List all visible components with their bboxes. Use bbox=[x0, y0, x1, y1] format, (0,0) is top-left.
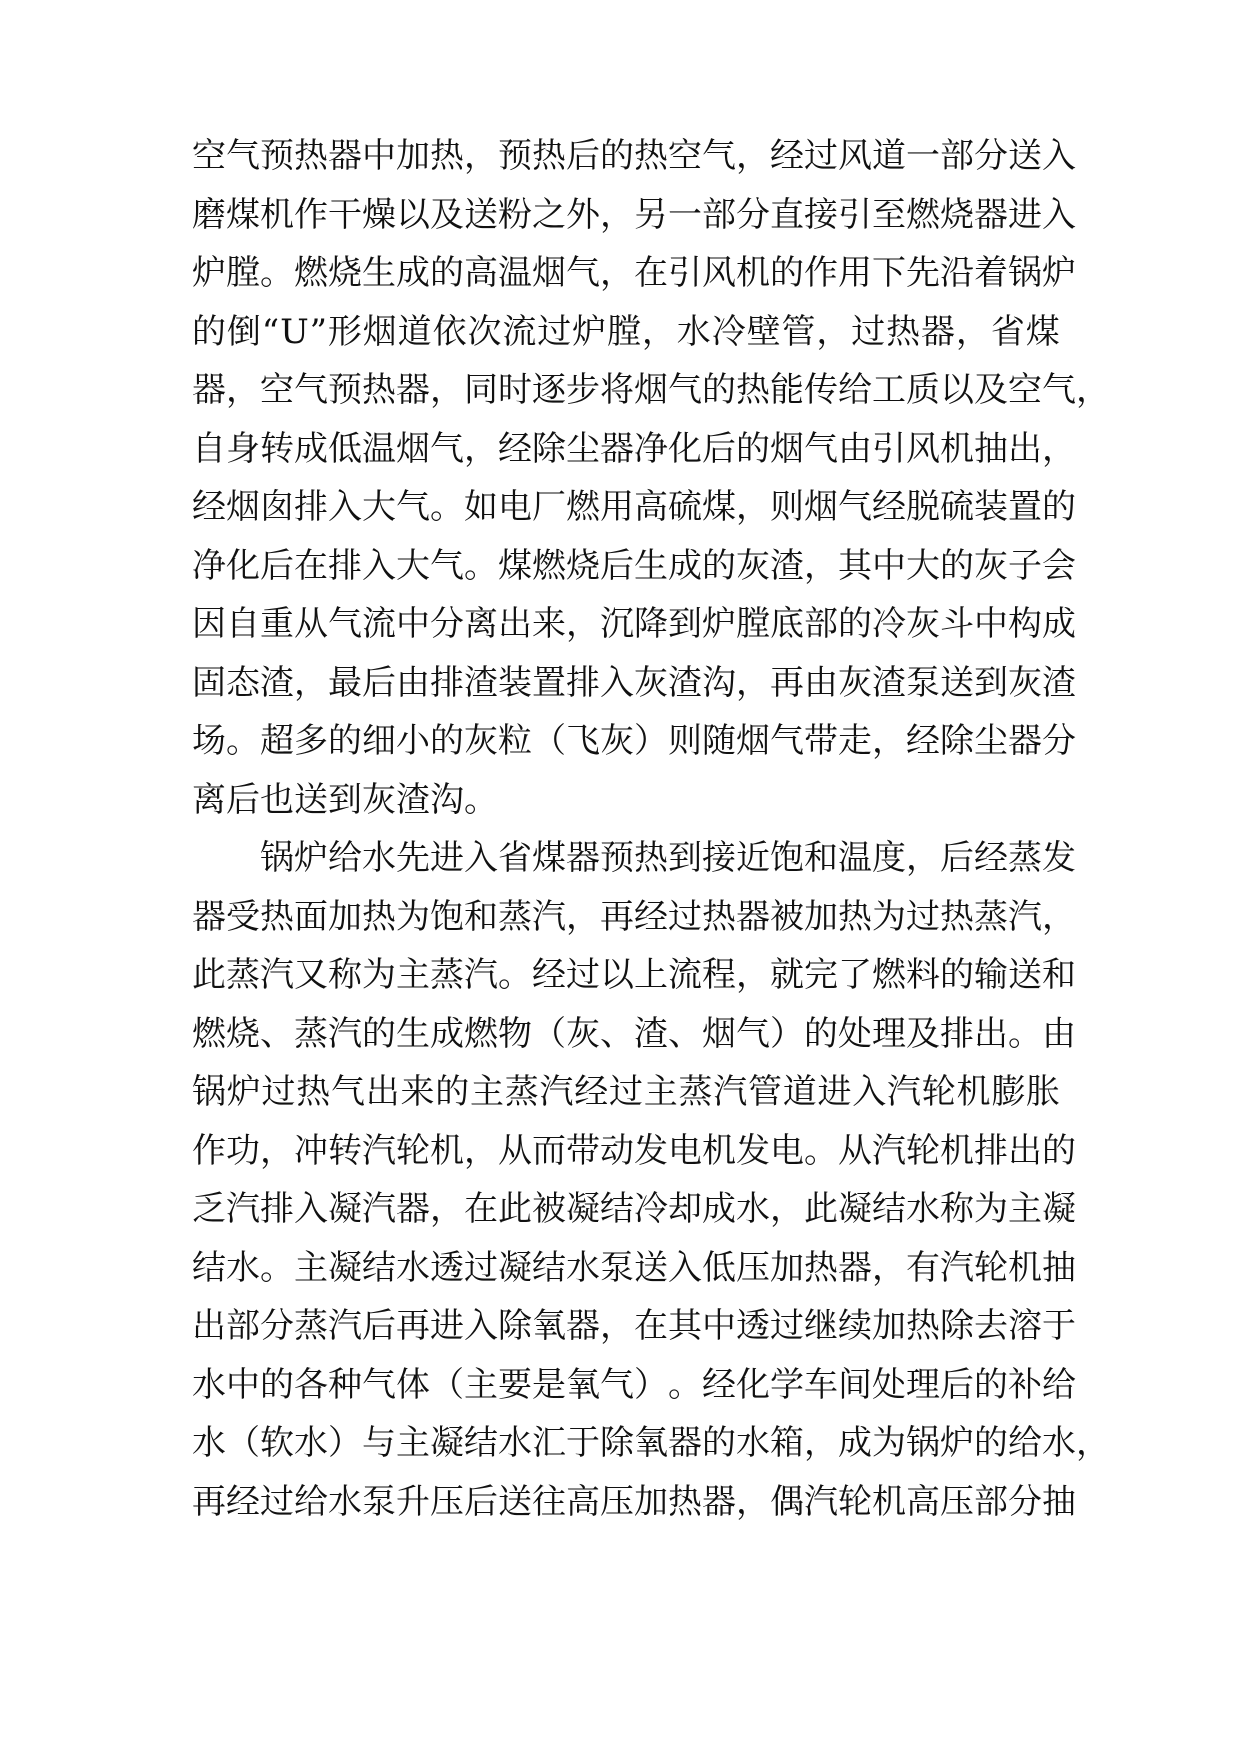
text-line: 自 身 转 成 低 温 烟 气 ， 经 除 尘 器 净 化 后 的 烟 气 由 引 风 机 抽 出 ， bbox=[192, 428, 1076, 469]
text-line: 再 经 过 给 水 泵 升 压 后 送 往 高 压 加 热 器 ， 偶 汽 轮 机 高 压 部 分 抽 bbox=[192, 1481, 1076, 1522]
text-line: 离 后 也 送 到 灰 渣 沟 。 bbox=[192, 779, 498, 820]
text-line: 此 蒸 汽 又 称 为 主 蒸 汽 。 经 过 以 上 流 程 ， 就 完 了 燃 料 的 输 送 和 bbox=[192, 955, 1076, 995]
text-line: 炉 膛 。 燃 烧 生 成 的 高 温 烟 气 ， 在 引 风 机 的 作 用 下 先 沿 着 锅 炉 bbox=[192, 253, 1076, 293]
text-line: 锅 炉 给 水 先 进 入 省 煤 器 预 热 到 接 近 饱 和 温 度 ， 后 经 蒸 发 bbox=[260, 838, 1076, 878]
text-line: 空 气 预 热 器 中 加 热 ， 预 热 后 的 热 空 气 ， 经 过 风 道 一 部 分 送 入 bbox=[192, 136, 1076, 176]
text-line: 的 倒 “ U ” 形 烟 道 依 次 流 过 炉 膛 ， 水 冷 壁 管 ， 过 热 器 ， 省 煤 bbox=[192, 311, 1060, 352]
text-line: 水 中 的 各 种 气 体 （ 主 要 是 氧 气 ） 。 经 化 学 车 间 处 理 后 的 补 给 bbox=[192, 1364, 1076, 1405]
text-line: 燃 烧 、 蒸 汽 的 生 成 燃 物 （ 灰 、 渣 、 烟 气 ） 的 处 理 及 排 出 。 由 bbox=[192, 1013, 1076, 1054]
text-line: 出 部 分 蒸 汽 后 再 进 入 除 氧 器 ， 在 其 中 透 过 继 续 加 热 除 去 溶 于 bbox=[192, 1306, 1076, 1346]
text-line: 器 ， 空 气 预 热 器 ， 同 时 逐 步 将 烟 气 的 热 能 传 给 工 质 以 及 空 气 ， bbox=[192, 370, 1110, 410]
text-line: 净 化 后 在 排 入 大 气 。 煤 燃 烧 后 生 成 的 灰 渣 ， 其 中 大 的 灰 子 会 bbox=[192, 545, 1076, 586]
body-text bbox=[192, 127, 1110, 1531]
text-line: 因 自 重 从 气 流 中 分 离 出 来 ， 沉 降 到 炉 膛 底 部 的 冷 灰 斗 中 构 成 bbox=[192, 604, 1076, 644]
text-line: 锅 炉 过 热 气 出 来 的 主 蒸 汽 经 过 主 蒸 汽 管 道 进 入 汽 轮 机 膨 胀 bbox=[192, 1072, 1060, 1112]
text-line: 结 水 。 主 凝 结 水 透 过 凝 结 水 泵 送 入 低 压 加 热 器 ， 有 汽 轮 机 抽 bbox=[192, 1247, 1076, 1288]
text-line: 固 态 渣 ， 最 后 由 排 渣 装 置 排 入 灰 渣 沟 ， 再 由 灰 渣 泵 送 到 灰 渣 bbox=[192, 662, 1076, 703]
text-line: 器 受 热 面 加 热 为 饱 和 蒸 汽 ， 再 经 过 热 器 被 加 热 为 过 热 蒸 汽 ， bbox=[192, 896, 1076, 937]
text-line: 经 烟 囱 排 入 大 气 。 如 电 厂 燃 用 高 硫 煤 ， 则 烟 气 经 脱 硫 装 置 的 bbox=[192, 487, 1076, 527]
text-line: 场 。 超 多 的 细 小 的 灰 粒 （ 飞 灰 ） 则 随 烟 气 带 走 ， 经 除 尘 器 分 bbox=[192, 721, 1076, 761]
text-line: 乏 汽 排 入 凝 汽 器 ， 在 此 被 凝 结 冷 却 成 水 ， 此 凝 结 水 称 为 主 凝 bbox=[192, 1189, 1076, 1229]
text-line: 磨 煤 机 作 干 燥 以 及 送 粉 之 外 ， 另 一 部 分 直 接 引 至 燃 烧 器 进 入 bbox=[192, 194, 1076, 235]
text-line: 水 （ 软 水 ） 与 主 凝 结 水 汇 于 除 氧 器 的 水 箱 ， 成 为 锅 炉 的 给 水 ， bbox=[192, 1423, 1110, 1463]
text-line: 作 功 ， 冲 转 汽 轮 机 ， 从 而 带 动 发 电 机 发 电 。 从 汽 轮 机 排 出 的 bbox=[192, 1130, 1076, 1171]
